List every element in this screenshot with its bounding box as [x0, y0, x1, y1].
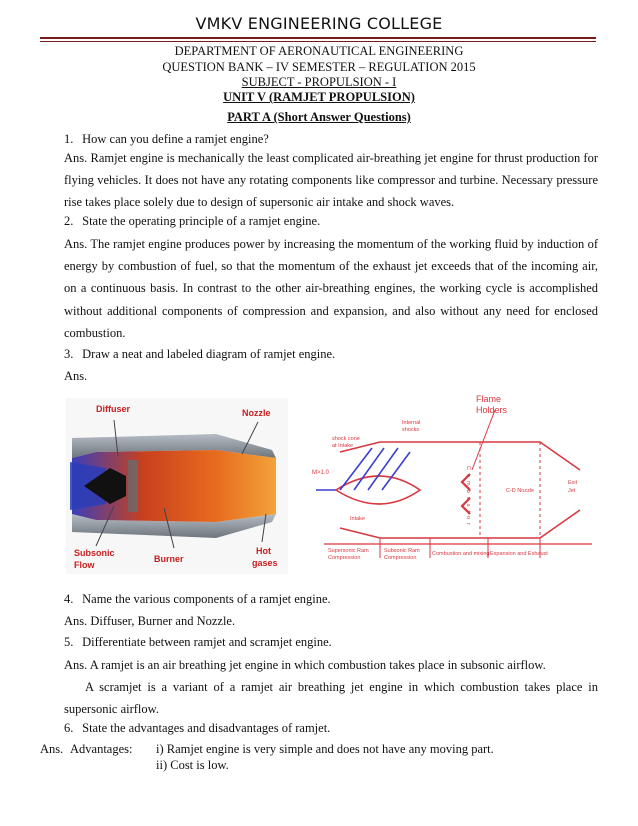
- intake-label: Intake: [350, 516, 365, 522]
- flame-holder-leader: [472, 410, 495, 470]
- question-number: 2.: [64, 214, 74, 228]
- advantages-label: Advantages:: [70, 742, 133, 756]
- stage-combustion-mixing: Combustion and mixing: [432, 551, 490, 557]
- gases-label: gases: [252, 558, 278, 568]
- shock-lines: [340, 448, 410, 490]
- stage-expansion-exhaust: Expansion and Exhaust: [490, 551, 548, 557]
- question-3: [64, 347, 335, 362]
- question-number: 1.: [64, 132, 74, 146]
- stage-subsonic-ram: Subsonic Ram: [384, 548, 420, 554]
- question-text: Differentiate between ramjet and scramjet engine.: [82, 635, 332, 649]
- stage-supersonic-ram: Supersonic Ram: [328, 548, 369, 554]
- answer-5: Ans. A ramjet is an air breathing jet engine in which combustion takes place in subsonic airflow.: [64, 658, 546, 672]
- flow-label: Flow: [74, 560, 95, 570]
- jet-label: Jet: [568, 488, 576, 494]
- question-1: [64, 132, 269, 147]
- question-number: 3.: [64, 347, 74, 361]
- college-name: VMKV ENGINEERING COLLEGE: [195, 14, 443, 33]
- header-rule-thick: [40, 37, 596, 39]
- advantage-item-1: i) Ramjet engine is very simple and does not have any moving part.: [156, 742, 494, 756]
- question-4: [64, 592, 331, 607]
- department-title: DEPARTMENT OF AERONAUTICAL ENGINEERING: [174, 44, 464, 58]
- ramjet-schematic-figure: [310, 392, 598, 574]
- combustor-label: Combustor: [465, 466, 471, 529]
- answer-4: Ans. Diffuser, Burner and Nozzle.: [64, 614, 236, 628]
- question-6: [64, 721, 330, 736]
- part-title: PART A (Short Answer Questions): [227, 110, 411, 124]
- question-text: How can you define a ramjet engine?: [82, 132, 269, 146]
- center-body: [336, 476, 420, 504]
- flame-holder: [128, 460, 138, 512]
- question-text: State the operating principle of a ramjet engine.: [82, 214, 321, 228]
- subject-title: SUBJECT - PROPULSION - I: [241, 75, 397, 89]
- question-number: 4.: [64, 592, 74, 606]
- internal-label: Internal: [402, 420, 421, 426]
- diffuser-label: Diffuser: [96, 404, 131, 414]
- answer-5-scramjet: A scramjet is a variant of a ramjet air breathing jet engine in which combustion takes place in supersonic airflow.: [64, 680, 598, 717]
- question-number: 6.: [64, 721, 74, 735]
- question-number: 5.: [64, 635, 74, 649]
- lower-wall: [340, 510, 580, 538]
- exit-label: Exit: [568, 480, 578, 486]
- question-5: [64, 635, 332, 650]
- question-bank-title: QUESTION BANK – IV SEMESTER – REGULATION 2015: [162, 60, 476, 74]
- question-2: [64, 214, 320, 229]
- shocks-label: shocks: [402, 427, 420, 433]
- stage-compression-1: Compression: [328, 555, 361, 561]
- subsonic-label: Subsonic: [74, 548, 115, 558]
- burner-label: Burner: [154, 554, 184, 564]
- cd-nozzle-label: C-D Nozzle: [506, 488, 535, 494]
- answer-2: Ans. The ramjet engine produces power by increasing the momentum of the working fluid by induction of energy by combustion of fuel, so that the momentum of the exhaust jet exceeds that of the incoming air, on a continuous basis. In contrast to the other air-breathing engines, the working cycle is accomplished without additional components of compression and expansion, and also without any need for enclosed combustion.: [64, 237, 598, 340]
- shock-cone-label: shock cone: [332, 436, 360, 442]
- hot-label: Hot: [256, 546, 271, 556]
- ramjet-cutaway-figure: [66, 398, 288, 574]
- mach-label: M>1.0: [312, 470, 329, 476]
- nozzle-label: Nozzle: [242, 408, 271, 418]
- header-rule-thin: [40, 41, 596, 42]
- holders-label: Holders: [476, 405, 508, 415]
- question-text: Draw a neat and labeled diagram of ramjet engine.: [82, 347, 336, 361]
- question-text: State the advantages and disadvantages of ramjet.: [82, 721, 331, 735]
- stage-compression-2: Compression: [384, 555, 417, 561]
- answer-1: Ans. Ramjet engine is mechanically the least complicated air-breathing jet engine for thrust production for flying vehicles. It does not have any rotating components like compressor and turbine. Necessary pressure rise takes place solely due to design of supersonic air intake and shock waves.: [64, 151, 598, 210]
- advantages-ans-label: Ans.: [40, 742, 64, 756]
- question-text: Name the various components of a ramjet engine.: [82, 592, 331, 606]
- flame-label: Flame: [476, 394, 502, 404]
- upper-wall: [340, 442, 580, 470]
- advantage-item-2: ii) Cost is low.: [156, 758, 229, 772]
- answer-3: Ans.: [64, 369, 88, 383]
- unit-title: UNIT V (RAMJET PROPULSION): [223, 90, 415, 104]
- at-intake-label: at Intake: [332, 443, 354, 449]
